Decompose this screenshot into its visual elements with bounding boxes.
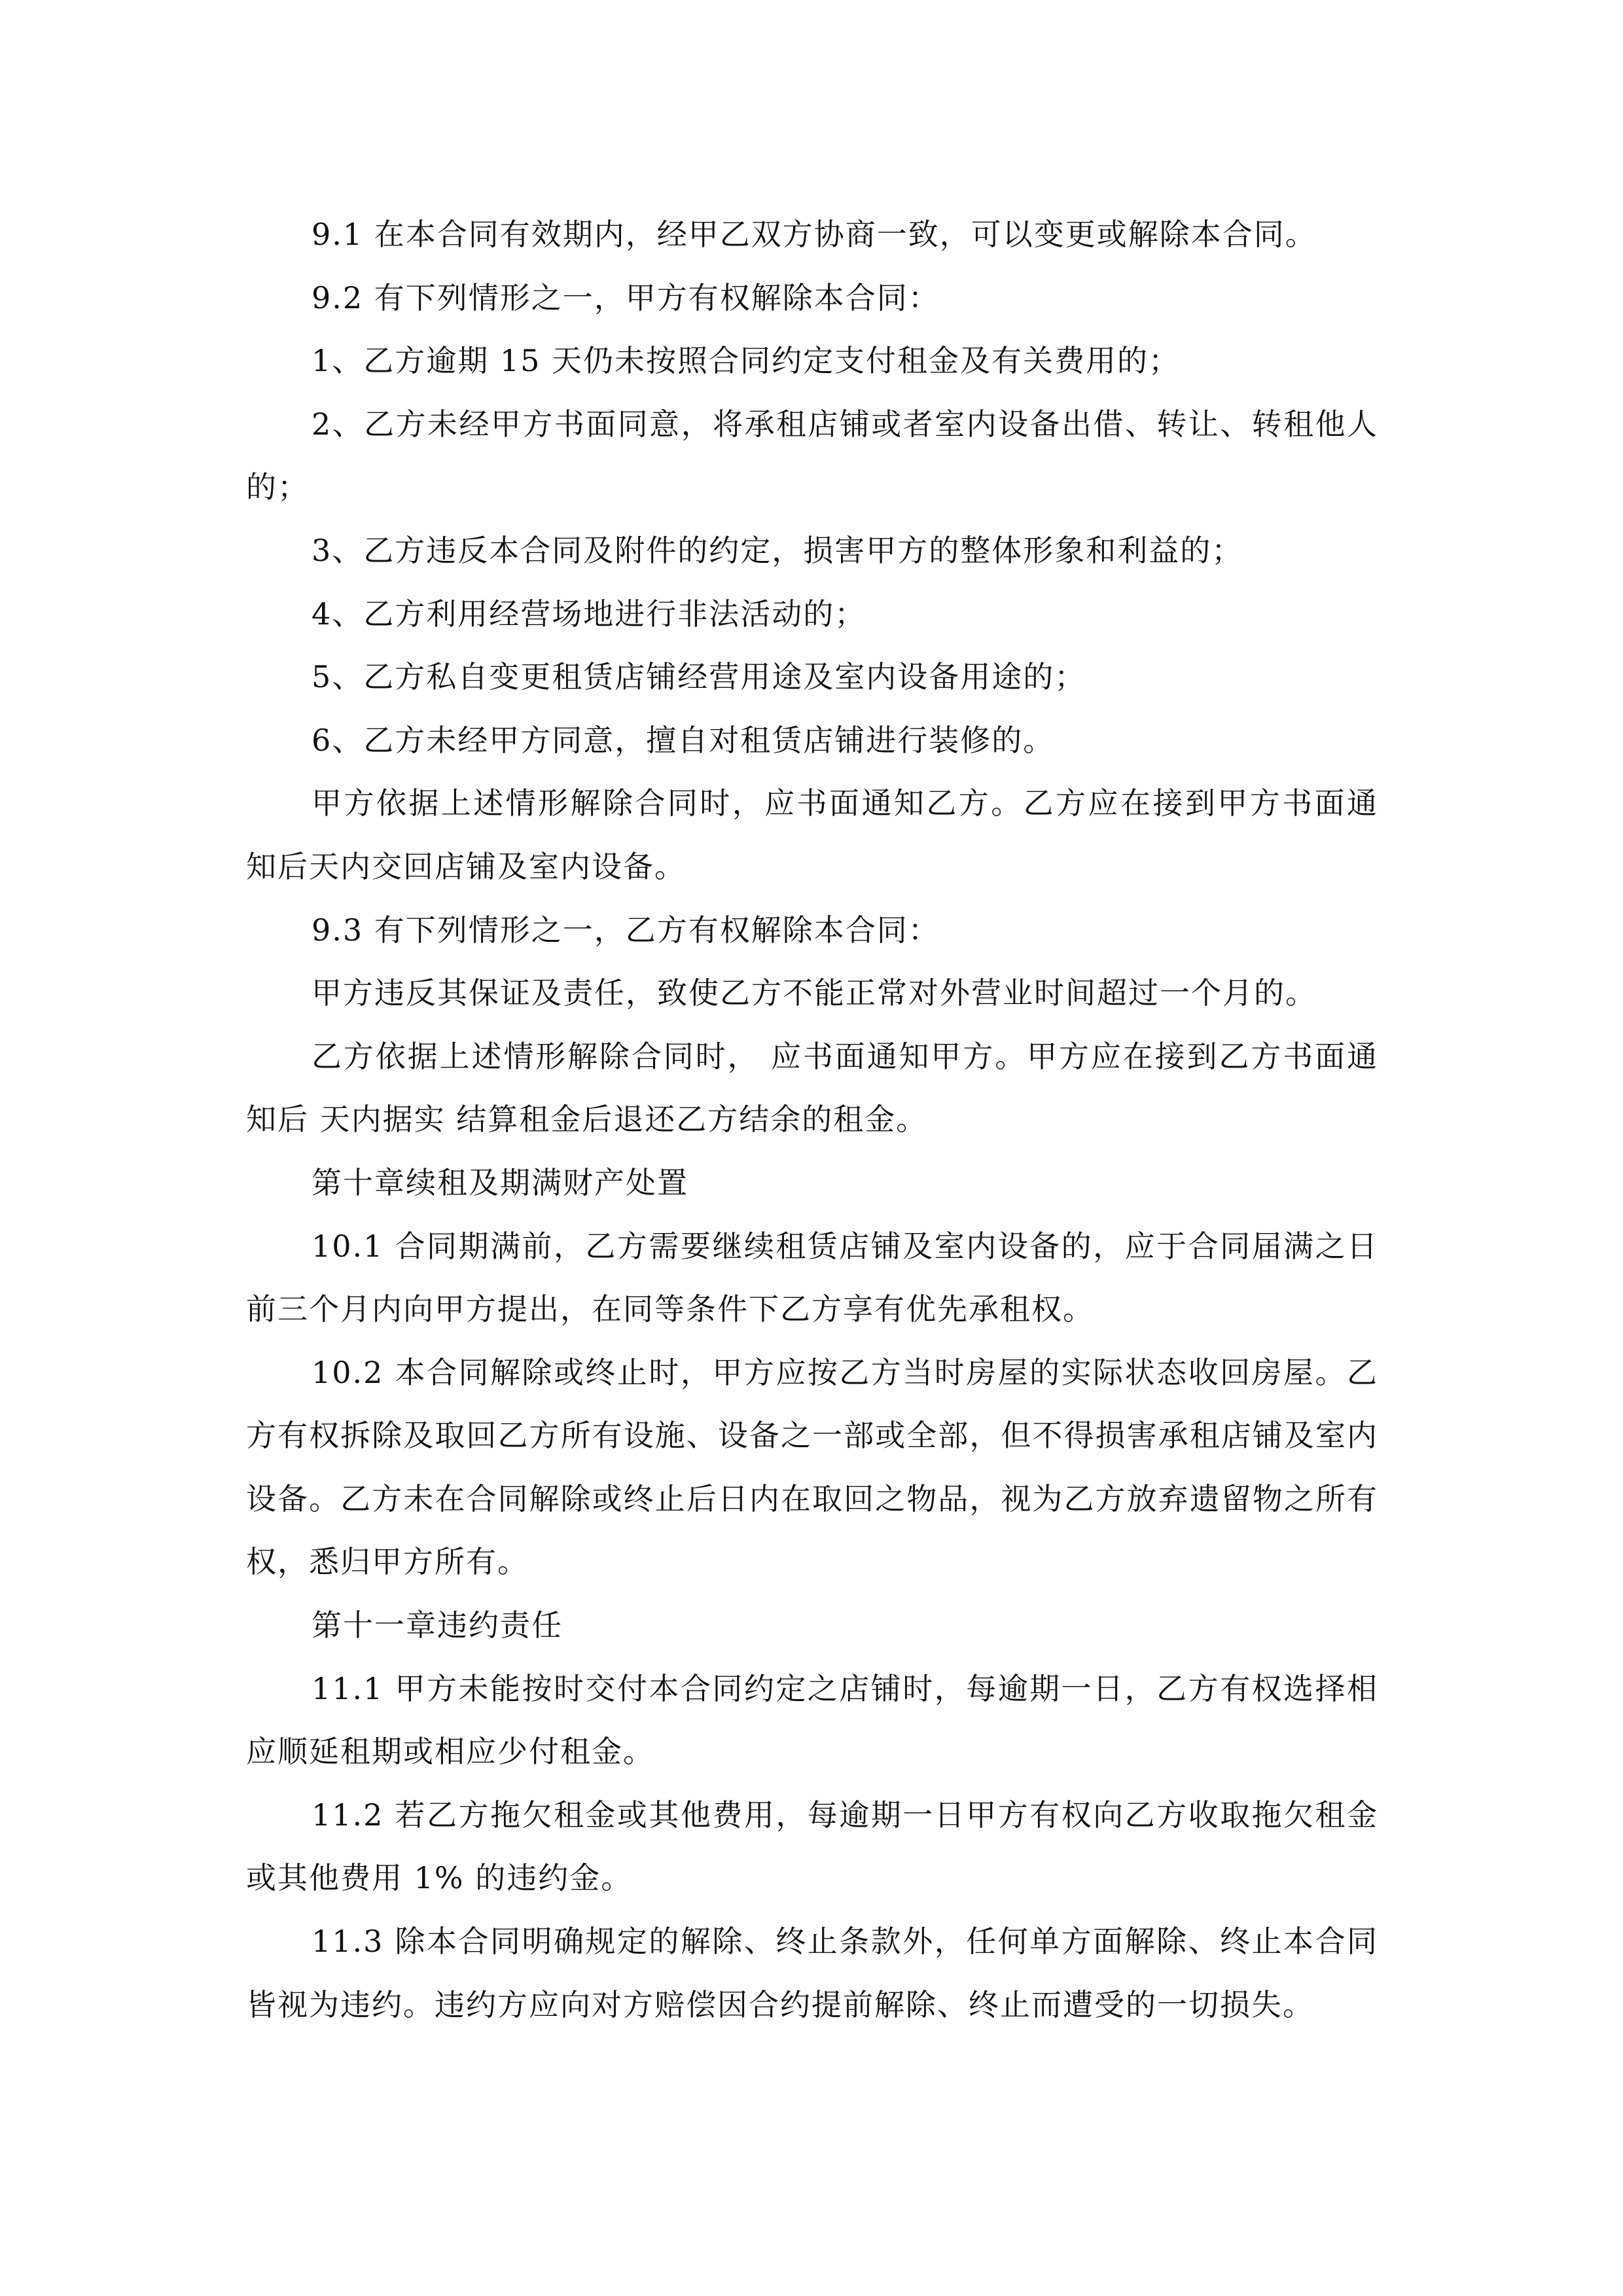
chapter-10-title: 第十章续租及期满财产处置: [312, 1164, 688, 1200]
chapter-11-title: 第十一章违约责任: [312, 1607, 563, 1643]
clause-9-2-item-2: 2、乙方未经甲方书面同意，将承租店铺或者室内设备出借、转让、转租他人的；: [246, 406, 1378, 505]
clause-9-2-item-4: 4、乙方利用经营场地进行非法活动的；: [312, 596, 866, 632]
clause-9-2-heading: 9.2 有下列情形之一，甲方有权解除本合同：: [312, 279, 940, 315]
clause-9-1: 9.1 在本合同有效期内，经甲乙双方协商一致，可以变更或解除本合同。: [312, 217, 1317, 252]
clause-9-2-item-1: 1、乙方逾期 15 天仍未按照合同约定支付租金及有关费用的；: [312, 343, 1181, 379]
clause-9-3-heading: 9.3 有下列情形之一，乙方有权解除本合同：: [312, 912, 940, 948]
clause-9-2-notice: 甲方依据上述情形解除合同时，应书面通知乙方。乙方应在接到甲方书面通知后天内交回店铺及室内设备。: [246, 785, 1378, 884]
clause-11-1: 11.1 甲方未能按时交付本合同约定之店铺时，每逾期一日，乙方有权选择相应顺延租期或相应少付租金。: [246, 1670, 1378, 1770]
clause-9-3-notice: 乙方依据上述情形解除合同时， 应书面通知甲方。甲方应在接到乙方书面通知后 天内据实 结算租金后退还乙方结余的租金。: [246, 1038, 1378, 1138]
clause-9-2-item-5: 5、乙方私自变更租赁店铺经营用途及室内设备用途的；: [312, 659, 1086, 695]
clause-9-2-item-3: 3、乙方违反本合同及附件的约定，损害甲方的整体形象和利益的；: [312, 532, 1243, 568]
clause-9-3-item: 甲方违反其保证及责任，致使乙方不能正常对外营业时间超过一个月的。: [312, 975, 1317, 1011]
clause-11-3: 11.3 除本合同明确规定的解除、终止条款外，任何单方面解除、终止本合同皆视为违约。违约方应向对方赔偿因合约提前解除、终止而遭受的一切损失。: [246, 1924, 1378, 2022]
clause-10-2: 10.2 本合同解除或终止时，甲方应按乙方当时房屋的实际状态收回房屋。乙方有权拆除及取回乙方所有设施、设备之一部或全部，但不得损害承租店铺及室内设备。乙方未在合同解除或终止后日内在取回之物品，视为乙方放弃遗留物之所有权，悉归甲方所有。: [246, 1354, 1378, 1580]
clause-10-1: 10.1 合同期满前，乙方需要继续租赁店铺及室内设备的，应于合同届满之日前三个月内向甲方提出，在同等条件下乙方享有优先承租权。: [246, 1228, 1378, 1327]
clause-9-2-item-6: 6、乙方未经甲方同意，擅自对租赁店铺进行装修的。: [312, 722, 1055, 758]
document-body: [246, 203, 1378, 2036]
clause-11-2: 11.2 若乙方拖欠租金或其他费用，每逾期一日甲方有权向乙方收取拖欠租金或其他费用 1% 的违约金。: [246, 1797, 1378, 1896]
